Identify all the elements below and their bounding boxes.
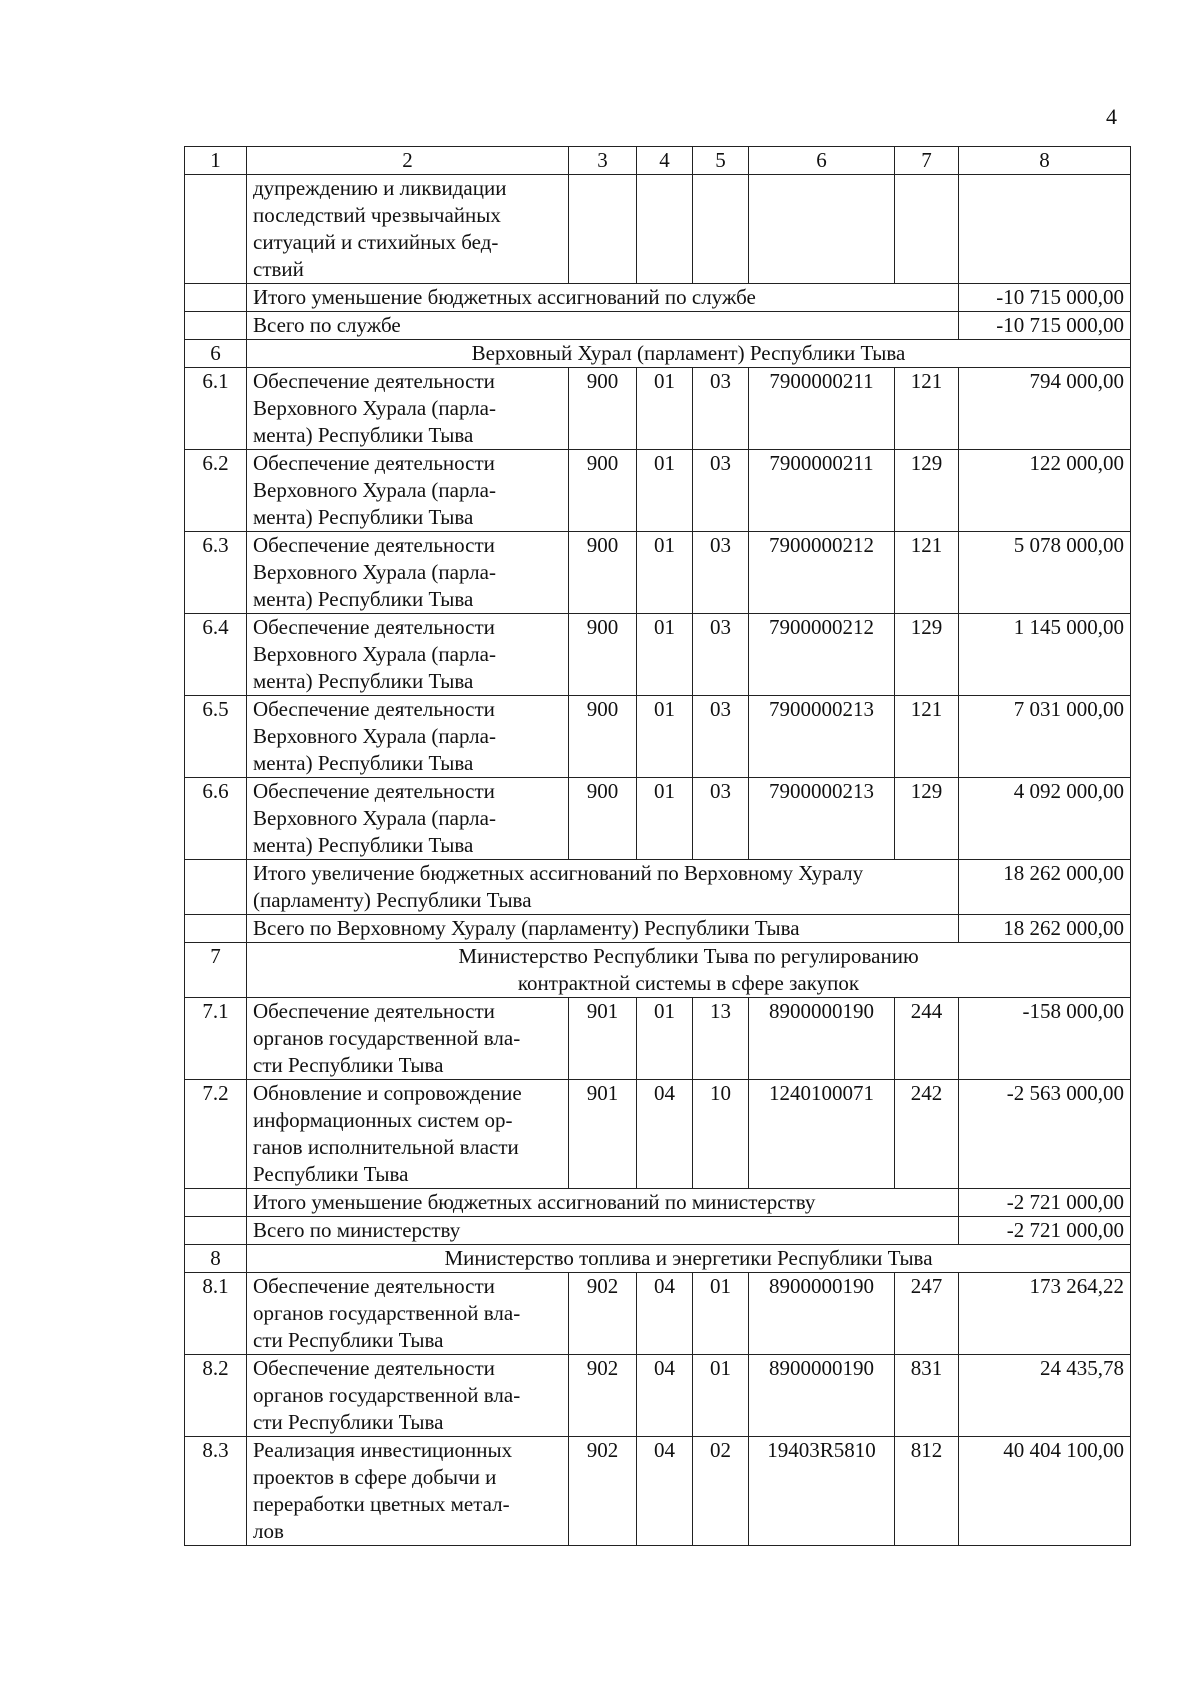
section-row — [185, 1245, 1131, 1273]
total-amount: -10 715 000,00 — [959, 312, 1131, 340]
code-col7: 247 — [895, 1273, 959, 1355]
row-description-line: Обеспечение деятельности — [253, 779, 495, 803]
code-col3 — [569, 175, 637, 284]
row-number — [185, 312, 247, 340]
row-number: 6.1 — [185, 368, 247, 450]
row-description-line: проектов в сфере добычи и — [253, 1465, 497, 1489]
row-description — [247, 1273, 569, 1355]
section-title — [247, 1245, 1131, 1273]
code-col4: 01 — [637, 696, 693, 778]
code-col3: 900 — [569, 532, 637, 614]
code-col6: 1240100071 — [749, 1080, 895, 1189]
row-description-line: Обеспечение деятельности — [253, 1274, 495, 1298]
total-amount: -2 721 000,00 — [959, 1217, 1131, 1245]
row-description-line: Верховного Хурала (парла- — [253, 724, 496, 748]
row-description-line: мента) Республики Тыва — [253, 669, 474, 693]
row-number: 7.1 — [185, 998, 247, 1080]
code-col7: 121 — [895, 532, 959, 614]
code-col7: 121 — [895, 368, 959, 450]
code-col5: 13 — [693, 998, 749, 1080]
code-col4: 04 — [637, 1080, 693, 1189]
total-row — [185, 312, 1131, 340]
total-label — [247, 915, 959, 943]
code-col4: 01 — [637, 450, 693, 532]
code-col4 — [637, 175, 693, 284]
row-description-line: органов государственной вла- — [253, 1383, 521, 1407]
row-description-line: ганов исполнительной власти — [253, 1135, 519, 1159]
row-description-line: Обеспечение деятельности — [253, 697, 495, 721]
code-col6: 7900000212 — [749, 614, 895, 696]
code-col6: 8900000190 — [749, 1355, 895, 1437]
code-col5 — [693, 175, 749, 284]
row-description-line: Верховного Хурала (парла- — [253, 560, 496, 584]
code-col5: 01 — [693, 1355, 749, 1437]
code-col7: 129 — [895, 778, 959, 860]
column-header: 4 — [637, 147, 693, 175]
total-label — [247, 284, 959, 312]
amount: 5 078 000,00 — [959, 532, 1131, 614]
code-col4: 01 — [637, 614, 693, 696]
row-description-line: Верховного Хурала (парла- — [253, 806, 496, 830]
row-description — [247, 1355, 569, 1437]
total-label-line: Итого увеличение бюджетных ассигнований по Верховному Хуралу — [253, 861, 864, 885]
total-row — [185, 860, 1131, 915]
row-description-line: Реализация инвестиционных — [253, 1438, 513, 1462]
table-row — [185, 1080, 1131, 1189]
total-label — [247, 1189, 959, 1217]
amount: 794 000,00 — [959, 368, 1131, 450]
code-col4: 04 — [637, 1273, 693, 1355]
code-col6: 7900000213 — [749, 778, 895, 860]
row-description-line: Верховного Хурала (парла- — [253, 396, 496, 420]
table-row — [185, 1437, 1131, 1546]
row-number: 6.5 — [185, 696, 247, 778]
code-col4: 04 — [637, 1437, 693, 1546]
row-description-line: мента) Республики Тыва — [253, 505, 474, 529]
code-col6: 7900000212 — [749, 532, 895, 614]
section-number: 6 — [185, 340, 247, 368]
row-description-line: ситуаций и стихийных бед- — [253, 230, 499, 254]
row-description — [247, 368, 569, 450]
code-col6: 7900000211 — [749, 450, 895, 532]
total-label-line: Итого уменьшение бюджетных ассигнований по министерству — [253, 1190, 816, 1214]
row-description-line: Верховного Хурала (парла- — [253, 642, 496, 666]
row-description-line: мента) Республики Тыва — [253, 587, 474, 611]
row-number: 6.4 — [185, 614, 247, 696]
row-description-line: сти Республики Тыва — [253, 1410, 444, 1434]
row-description-line: мента) Республики Тыва — [253, 751, 474, 775]
code-col5: 03 — [693, 532, 749, 614]
row-number: 6.6 — [185, 778, 247, 860]
section-row — [185, 943, 1131, 998]
code-col6: 19403R5810 — [749, 1437, 895, 1546]
code-col5: 03 — [693, 778, 749, 860]
code-col6: 7900000211 — [749, 368, 895, 450]
page-number: 4 — [1106, 104, 1117, 129]
code-col3: 900 — [569, 778, 637, 860]
row-number — [185, 860, 247, 915]
row-description-line: переработки цветных метал- — [253, 1492, 510, 1516]
row-number — [185, 1189, 247, 1217]
code-col5: 03 — [693, 614, 749, 696]
amount: 40 404 100,00 — [959, 1437, 1131, 1546]
amount — [959, 175, 1131, 284]
code-col6: 7900000213 — [749, 696, 895, 778]
code-col4: 04 — [637, 1355, 693, 1437]
row-description-line: Обеспечение деятельности — [253, 999, 495, 1023]
row-number — [185, 915, 247, 943]
amount: 173 264,22 — [959, 1273, 1131, 1355]
row-description-line: дупреждению и ликвидации — [253, 176, 507, 200]
row-description-line: Обновление и сопровождение — [253, 1081, 522, 1105]
code-col4: 01 — [637, 532, 693, 614]
table-row — [185, 614, 1131, 696]
total-label — [247, 312, 959, 340]
code-col6: 8900000190 — [749, 998, 895, 1080]
row-description-line: сти Республики Тыва — [253, 1328, 444, 1352]
row-number — [185, 1217, 247, 1245]
code-col5: 03 — [693, 696, 749, 778]
row-description-line: сти Республики Тыва — [253, 1053, 444, 1077]
section-title-line: Министерство Республики Тыва по регулированию — [458, 944, 919, 968]
section-title — [247, 943, 1131, 998]
row-number: 8.3 — [185, 1437, 247, 1546]
code-col3: 900 — [569, 368, 637, 450]
total-label — [247, 1217, 959, 1245]
amount: 1 145 000,00 — [959, 614, 1131, 696]
code-col6: 8900000190 — [749, 1273, 895, 1355]
total-amount: 18 262 000,00 — [959, 860, 1131, 915]
row-description-line: Республики Тыва — [253, 1162, 409, 1186]
row-description — [247, 1080, 569, 1189]
table-row — [185, 696, 1131, 778]
table-row — [185, 778, 1131, 860]
row-description-line: ствий — [253, 257, 304, 281]
code-col4: 01 — [637, 778, 693, 860]
total-label-line: Всего по Верховному Хуралу (парламенту) Республики Тыва — [253, 916, 800, 940]
row-description-line: Обеспечение деятельности — [253, 615, 495, 639]
code-col4: 01 — [637, 368, 693, 450]
column-header-row — [185, 147, 1131, 175]
amount: 4 092 000,00 — [959, 778, 1131, 860]
column-header: 2 — [247, 147, 569, 175]
table-row — [185, 175, 1131, 284]
code-col3: 900 — [569, 614, 637, 696]
code-col6 — [749, 175, 895, 284]
row-description — [247, 614, 569, 696]
code-col3: 902 — [569, 1273, 637, 1355]
total-label — [247, 860, 959, 915]
table-body — [185, 147, 1131, 1546]
total-row — [185, 915, 1131, 943]
row-number: 6.3 — [185, 532, 247, 614]
row-description-line: Верховного Хурала (парла- — [253, 478, 496, 502]
row-number — [185, 284, 247, 312]
amount: 122 000,00 — [959, 450, 1131, 532]
code-col7: 129 — [895, 614, 959, 696]
row-description — [247, 696, 569, 778]
row-description-line: мента) Республики Тыва — [253, 423, 474, 447]
section-title-line: контрактной системы в сфере закупок — [517, 971, 860, 995]
code-col7: 242 — [895, 1080, 959, 1189]
code-col7: 129 — [895, 450, 959, 532]
table-row — [185, 450, 1131, 532]
total-row — [185, 1189, 1131, 1217]
row-description — [247, 1437, 569, 1546]
row-number: 8.2 — [185, 1355, 247, 1437]
row-description-line: Обеспечение деятельности — [253, 533, 495, 557]
total-row — [185, 1217, 1131, 1245]
row-description-line: Обеспечение деятельности — [253, 369, 495, 393]
section-title — [247, 340, 1131, 368]
code-col3: 902 — [569, 1355, 637, 1437]
table-row — [185, 368, 1131, 450]
budget-table — [184, 146, 1131, 1546]
amount: -158 000,00 — [959, 998, 1131, 1080]
row-description — [247, 778, 569, 860]
row-description-line: органов государственной вла- — [253, 1026, 521, 1050]
code-col7: 831 — [895, 1355, 959, 1437]
section-title-line: Верховный Хурал (парламент) Республики Тыва — [471, 341, 906, 365]
code-col7 — [895, 175, 959, 284]
row-number — [185, 175, 247, 284]
total-amount: 18 262 000,00 — [959, 915, 1131, 943]
total-amount: -10 715 000,00 — [959, 284, 1131, 312]
section-title-line: Министерство топлива и энергетики Республики Тыва — [444, 1246, 933, 1270]
code-col3: 901 — [569, 1080, 637, 1189]
amount: -2 563 000,00 — [959, 1080, 1131, 1189]
code-col3: 900 — [569, 450, 637, 532]
amount: 24 435,78 — [959, 1355, 1131, 1437]
code-col7: 244 — [895, 998, 959, 1080]
row-description-line: последствий чрезвычайных — [253, 203, 501, 227]
row-description-line: Обеспечение деятельности — [253, 451, 495, 475]
code-col3: 902 — [569, 1437, 637, 1546]
row-description — [247, 175, 569, 284]
row-description — [247, 450, 569, 532]
total-label-line: Всего по министерству — [253, 1218, 461, 1242]
table-row — [185, 1273, 1131, 1355]
column-header: 5 — [693, 147, 749, 175]
code-col5: 03 — [693, 450, 749, 532]
code-col5: 10 — [693, 1080, 749, 1189]
table-row — [185, 1355, 1131, 1437]
table-row — [185, 998, 1131, 1080]
total-label-line: Итого уменьшение бюджетных ассигнований по службе — [253, 285, 756, 309]
row-number: 7.2 — [185, 1080, 247, 1189]
column-header: 8 — [959, 147, 1131, 175]
code-col3: 900 — [569, 696, 637, 778]
column-header: 6 — [749, 147, 895, 175]
section-number: 7 — [185, 943, 247, 998]
row-description-line: информационных систем ор- — [253, 1108, 513, 1132]
code-col7: 812 — [895, 1437, 959, 1546]
code-col5: 03 — [693, 368, 749, 450]
code-col7: 121 — [895, 696, 959, 778]
row-description-line: лов — [253, 1519, 284, 1543]
row-description-line: мента) Республики Тыва — [253, 833, 474, 857]
column-header: 1 — [185, 147, 247, 175]
row-number: 6.2 — [185, 450, 247, 532]
code-col4: 01 — [637, 998, 693, 1080]
column-header: 7 — [895, 147, 959, 175]
code-col3: 901 — [569, 998, 637, 1080]
section-number: 8 — [185, 1245, 247, 1273]
amount: 7 031 000,00 — [959, 696, 1131, 778]
code-col5: 02 — [693, 1437, 749, 1546]
total-label-line: (парламенту) Республики Тыва — [253, 888, 532, 912]
row-description — [247, 532, 569, 614]
row-description-line: Обеспечение деятельности — [253, 1356, 495, 1380]
row-description-line: органов государственной вла- — [253, 1301, 521, 1325]
table-row — [185, 532, 1131, 614]
section-row — [185, 340, 1131, 368]
total-label-line: Всего по службе — [253, 313, 401, 337]
row-description — [247, 998, 569, 1080]
total-row — [185, 284, 1131, 312]
total-amount: -2 721 000,00 — [959, 1189, 1131, 1217]
row-number: 8.1 — [185, 1273, 247, 1355]
column-header: 3 — [569, 147, 637, 175]
code-col5: 01 — [693, 1273, 749, 1355]
